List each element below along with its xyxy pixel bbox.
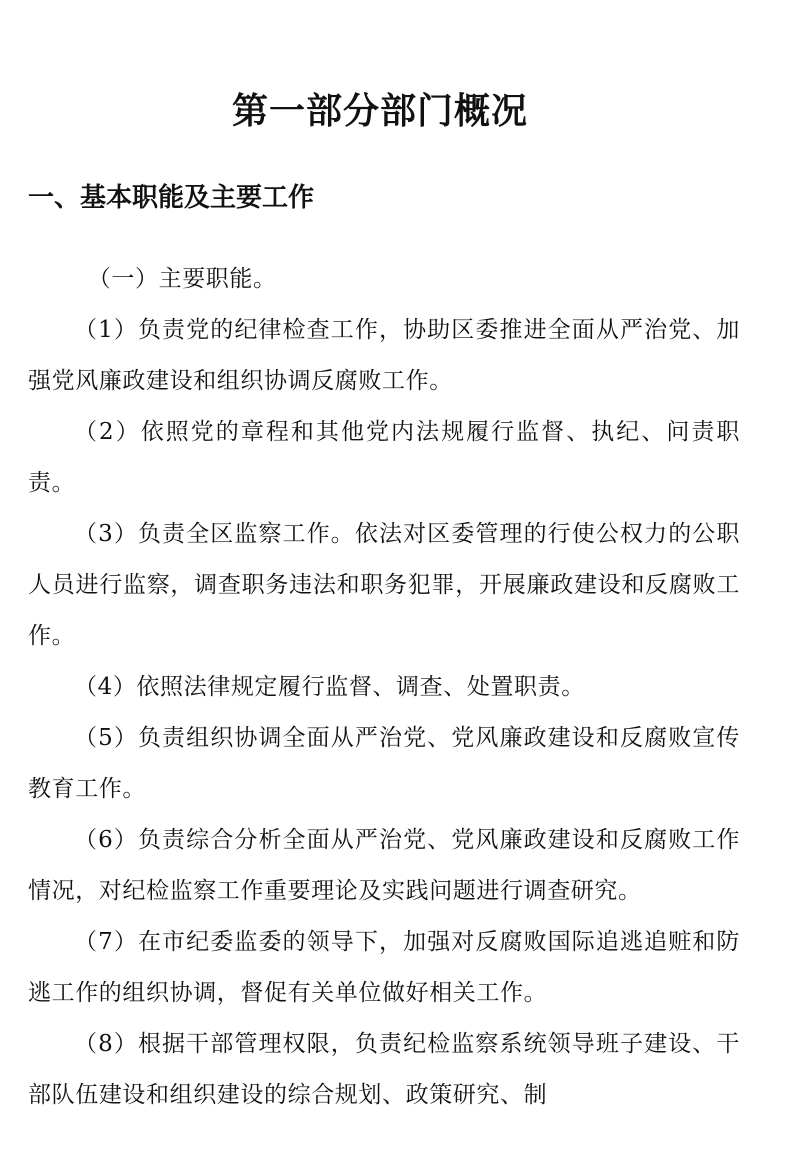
sub-heading: （一）主要职能。 <box>87 266 277 292</box>
paragraph-item-4: （4）依照法律规定履行监督、调查、处置职责。 <box>74 674 585 700</box>
page-title: 第一部分部门概况 <box>231 91 528 132</box>
section-heading: 一、基本职能及主要工作 <box>28 183 315 213</box>
paragraph-item-7: （7）在市纪委监委的领导下，加强对反腐败国际追逃追赃和防逃工作的组织协调，督促有关单位做好相关工作。 <box>28 929 740 1006</box>
paragraph-item-1: （1）负责党的纪律检查工作，协助区委推进全面从严治党、加强党风廉政建设和组织协调反腐败工作。 <box>28 317 740 394</box>
paragraph-item-3: （3）负责全区监察工作。依法对区委管理的行使公权力的公职人员进行监察，调查职务违法和职务犯罪，开展廉政建设和反腐败工作。 <box>28 521 740 649</box>
paragraph-item-8: （8）根据干部管理权限，负责纪检监察系统领导班子建设、干部队伍建设和组织建设的综合规划、政策研究、制 <box>28 1031 740 1108</box>
paragraph-item-2: （2）依照党的章程和其他党内法规履行监督、执纪、问责职责。 <box>28 419 740 496</box>
body-text <box>28 254 740 1121</box>
paragraph-item-6: （6）负责综合分析全面从严治党、党风廉政建设和反腐败工作情况，对纪检监察工作重要理论及实践问题进行调查研究。 <box>28 827 740 904</box>
paragraph-item-5: （5）负责组织协调全面从严治党、党风廉政建设和反腐败宣传教育工作。 <box>28 725 740 802</box>
